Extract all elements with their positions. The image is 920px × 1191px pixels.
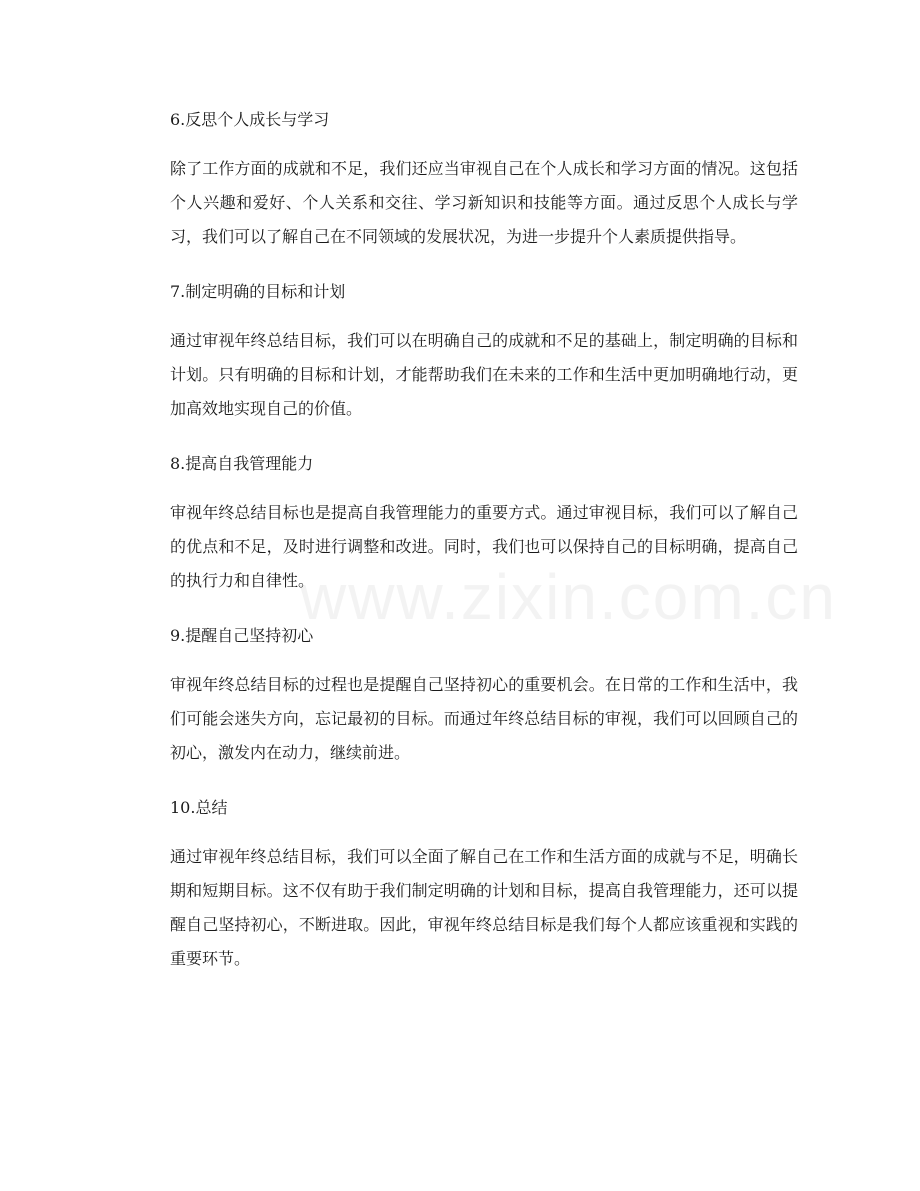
- section-9: [170, 619, 798, 770]
- section-body: 除了工作方面的成就和不足，我们还应当审视自己在个人成长和学习方面的情况。这包括个人兴趣和爱好、个人关系和交往、学习新知识和技能等方面。通过反思个人成长与学习，我们可以了解自己在不同领域的发展状况，为进一步提升个人素质提供指导。: [170, 159, 798, 246]
- section-heading: 10.总结: [170, 798, 228, 817]
- section-8: [170, 447, 798, 598]
- section-7: [170, 275, 798, 426]
- section-heading: 7.制定明确的目标和计划: [170, 282, 346, 301]
- watermark: www.zixin.com.cn: [300, 561, 837, 633]
- section-10: [170, 791, 798, 976]
- section-heading: 9.提醒自己坚持初心: [170, 626, 314, 645]
- section-heading: 6.反思个人成长与学习: [170, 110, 330, 129]
- section-body: 通过审视年终总结目标，我们可以在明确自己的成就和不足的基础上，制定明确的目标和计划。只有明确的目标和计划，才能帮助我们在未来的工作和生活中更加明确地行动，更加高效地实现自己的价值。: [170, 331, 798, 418]
- section-body: 通过审视年终总结目标，我们可以全面了解自己在工作和生活方面的成就与不足，明确长期和短期目标。这不仅有助于我们制定明确的计划和目标，提高自我管理能力，还可以提醒自己坚持初心，不断进取。因此，审视年终总结目标是我们每个人都应该重视和实践的重要环节。: [170, 847, 798, 968]
- section-heading: 8.提高自我管理能力: [170, 454, 314, 473]
- section-body: 审视年终总结目标的过程也是提醒自己坚持初心的重要机会。在日常的工作和生活中，我们可能会迷失方向，忘记最初的目标。而通过年终总结目标的审视，我们可以回顾自己的初心，激发内在动力，继续前进。: [170, 675, 798, 762]
- document-content: [170, 103, 798, 997]
- section-body: 审视年终总结目标也是提高自我管理能力的重要方式。通过审视目标，我们可以了解自己的优点和不足，及时进行调整和改进。同时，我们也可以保持自己的目标明确，提高自己的执行力和自律性。: [170, 503, 798, 590]
- section-6: [170, 103, 798, 254]
